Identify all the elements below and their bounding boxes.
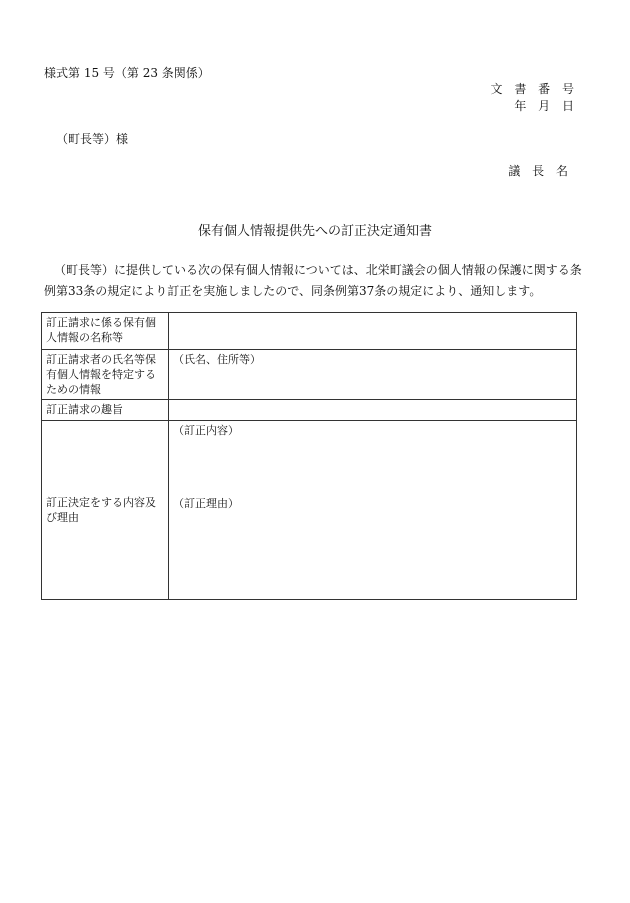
- sender-name: 議 長 名: [508, 164, 572, 178]
- document-number-label: 文 書 番 号: [490, 82, 578, 96]
- body-paragraph: （町長等）に提供している次の保有個人情報については、北栄町議会の個人情報の保護に関する条例第33条の規定により訂正を実施しましたので、同条例第37条の規定により、通知します。: [44, 263, 582, 298]
- table-row: [42, 400, 577, 421]
- row-value-decision[interactable]: [169, 421, 577, 600]
- table-row: [42, 313, 577, 350]
- correction-content-label: （訂正内容）: [173, 424, 239, 437]
- date-label: 年 月 日: [514, 99, 578, 113]
- row-label-decision: 訂正決定をする内容及び理由: [42, 421, 169, 600]
- table-row: [42, 421, 577, 600]
- correction-reason-label: （訂正理由）: [173, 497, 239, 510]
- row-label-info-name: 訂正請求に係る保有個人情報の名称等: [42, 313, 169, 350]
- document-title: 保有個人情報提供先への訂正決定通知書: [197, 224, 432, 239]
- row-label-requester: 訂正請求者の氏名等保有個人情報を特定するための情報: [42, 350, 169, 400]
- row-label-request-purpose: 訂正請求の趣旨: [42, 400, 169, 421]
- addressee: （町長等）様: [56, 132, 129, 146]
- row-value-info-name[interactable]: [169, 313, 577, 350]
- form-number: 様式第 15 号（第 23 条関係）: [44, 66, 210, 80]
- table-row: [42, 350, 577, 400]
- row-value-requester[interactable]: （氏名、住所等）: [169, 350, 577, 400]
- row-value-request-purpose[interactable]: [169, 400, 577, 421]
- form-table: [41, 312, 577, 600]
